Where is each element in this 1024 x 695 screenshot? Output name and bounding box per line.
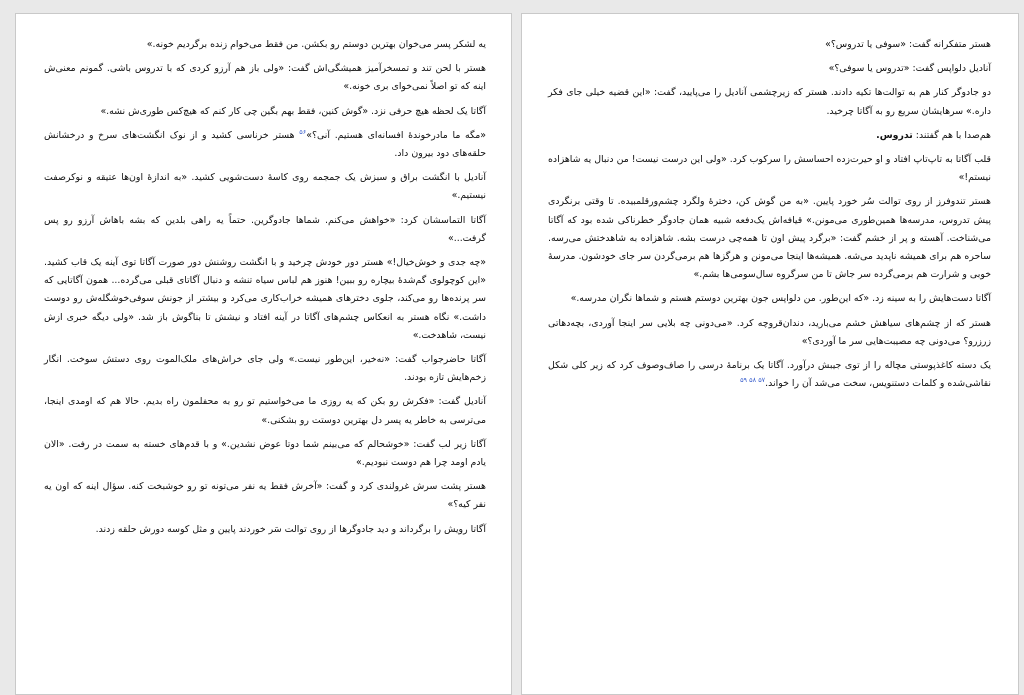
paragraph-text: «مگه ما مادرخونده‌ٔ افسانه‌ای هستیم. آنی؟» <box>306 129 486 141</box>
emphasized-name: تدروس. <box>876 129 913 141</box>
paragraph: دو جادوگر کنار هم به توالت‌ها تکیه دادند. هستر که زیرچشمی آنادیل را می‌پایید، گفت: «این قضیه خیلی جای فکر داره.» سرهایشان سریع رو به آگاتا چرخید. <box>548 87 991 117</box>
footnote-references[interactable]: ۵۷ ۵۸ ۵۹ <box>740 376 766 385</box>
paragraph: آنادیل دلواپس گفت: «تدروس یا سوفی؟» <box>828 63 991 75</box>
paragraph: هستر که از چشم‌های سیاهش خشم می‌بارید، دندان‌قروچه کرد. «می‌دونی چه بلایی سر اینجا آوردی، بچه‌دهاتی زرزرو؟ می‌دونی چه مصیبت‌هایی سر ما آوردی؟» <box>548 317 991 347</box>
left-page <box>15 13 512 695</box>
paragraph: آگاتا دست‌هایش را به سینه زد. «که این‌طور. من دلواپس جون بهترین دوستم هستم و شماها نگران مدرسه.» <box>570 293 991 305</box>
paragraph: هستر متفکرانه گفت: «سوفی یا تدروس؟» <box>825 39 991 50</box>
paragraph: آگاتا التماسشان کرد: «خواهش می‌کنم. شماها جادوگرین. حتماً یه راهی بلدین که بشه باهاش آرزو رو پس گرفت...» <box>44 214 486 244</box>
paragraph-text: یک دسته کاغذپوستی مچاله را از توی جیبش درآورد. آگاتا یک برنامهٔ درسی را صاف‌وصوف کرد که زیر کلی شکل نقاشی‌شده و کلمات دستنویس، سخت می‌شد آن را خواند. <box>548 360 991 390</box>
paragraph: «چه جدی و خوش‌خیال!» هستر دور خودش چرخید و با انگشت روشنش دور صورت آگاتا توی آینه یک قاب کشید. «این کوچولوی گم‌شدهٔ بیچاره رو ببین! هنوز هم لباس سیاه تنشه و دنبال آگاتای قبلی می‌گرده... همون آگاتایی که سر پرنده‌ها رو می‌کند، جلوی دخترهای همیشه خراب‌کاری می‌کرد و بیشتر از جونش سوفی‌خوشگله‌ش رو دوست داشت.» نگاه هستر به انعکاس چشم‌های آگاتا در آینه افتاد و نیشش تا بناگوش باز شد. «ولی دیگه خبری ازش نیست، شاهدخت.» <box>44 257 486 341</box>
paragraph <box>44 127 486 163</box>
right-page-text <box>548 36 991 399</box>
paragraph: آگاتا رویش را برگرداند و دید جادوگرها از روی توالت سَر خوردند پایین و مثل کوسه دورش حلقه زدند. <box>95 523 486 535</box>
paragraph: آگاتا یک لحظه هیچ حرفی نزد. «گوش کنین، فقط بهم بگین چی کار کنم که هیچ‌کس طوری‌ش نشه.» <box>100 105 486 117</box>
paragraph: آنادیل با انگشت براق و سبزش یک جمجمه روی کاسهٔ دست‌شویی کشید. «به اندازهٔ اون‌ها عتیقه و نوکرصفت نیستیم.» <box>44 172 486 202</box>
paragraph <box>548 127 991 145</box>
paragraph: قلب آگاتا به تاپ‌تاپ افتاد و او حیرت‌زده احساسش را سرکوب کرد. «ولی این درست نیست! من دنبال یه شاهزاده نیستم!» <box>548 154 991 184</box>
paragraph: یه لشکر پسر می‌خوان بهترین دوستم رو بکشن. من فقط می‌خوام زنده برگردیم خونه.» <box>146 39 486 50</box>
right-page <box>521 13 1019 695</box>
left-page-text <box>44 36 486 545</box>
paragraph: هستر با لحن تند و تمسخرآمیز همیشگی‌اش گفت: «ولی باز هم آرزو کردی که با تدروس باشی. گمونم معنی‌ش اینه که تو اصلاً نمی‌خوای بری خونه.» <box>44 63 486 93</box>
paragraph <box>548 357 991 393</box>
paragraph: هستر پشت سرش غرولندی کرد و گفت: «آخرش فقط یه نفر می‌تونه تو رو خوشبخت کنه. سؤال اینه که اون یه نفر کیه؟» <box>44 481 486 511</box>
paragraph: آگاتا حاضرجواب گفت: «نه‌خیر، این‌طور نیست.» ولی جای خراش‌های ملک‌الموت روی دستش سوخت. انگار زخم‌هایش تازه بودند. <box>44 354 486 384</box>
paragraph-text: هستر خرناسی کشید و از نوک انگشت‌های سرخ و درخشانش حلقه‌های دود بیرون داد. <box>44 129 486 160</box>
paragraph-text: هم‌صدا با هم گفتند: <box>915 129 991 141</box>
paragraph: آنادیل گفت: «فکرش رو بکن که یه روزی ما می‌خواستیم تو رو به محفلمون راه بدیم. حالا هم که اومدی اینجا، می‌ترسی به خاطر یه پسر دل بهترین دوستت رو بشکنی.» <box>44 396 486 426</box>
footnote-reference[interactable]: ۵۶ <box>299 127 307 136</box>
paragraph: هستر تندوفرز از روی توالت سُر خورد پایین. «به من گوش کن، دخترهٔ ولگرد چشم‌ورقلمبیده. تا وقتی برنگردی پیش تدروس، مدرسه‌ها همین‌طوری می‌مونن.» قیافه‌اش یک‌دفعه شبیه همان جادوگر خطرناکی شده بود که آگاتا می‌شناخت. آهسته و پر از خشم گفت: «برگرد پیش اون تا همه‌چی درست بشه. شاهزاده به شاهدختش می‌رسه. ساحره هم برای همیشه ناپدید می‌شه. همیشه‌ها اینجا می‌مونن و هرگزها هم برمی‌گردن سر جای خودشون. مدرسهٔ خوبی و شرارت هم برمی‌گرده سر جاش تا من سرگروه سال‌سومی‌ها بشم.» <box>548 196 991 281</box>
paragraph: آگاتا زیر لب گفت: «خوشحالم که می‌بینم شما دوتا عوض نشدین.» و با قدم‌های خسته به سمت در رفت. «الان یادم اومد چرا هم دوست نبودیم.» <box>44 438 486 469</box>
